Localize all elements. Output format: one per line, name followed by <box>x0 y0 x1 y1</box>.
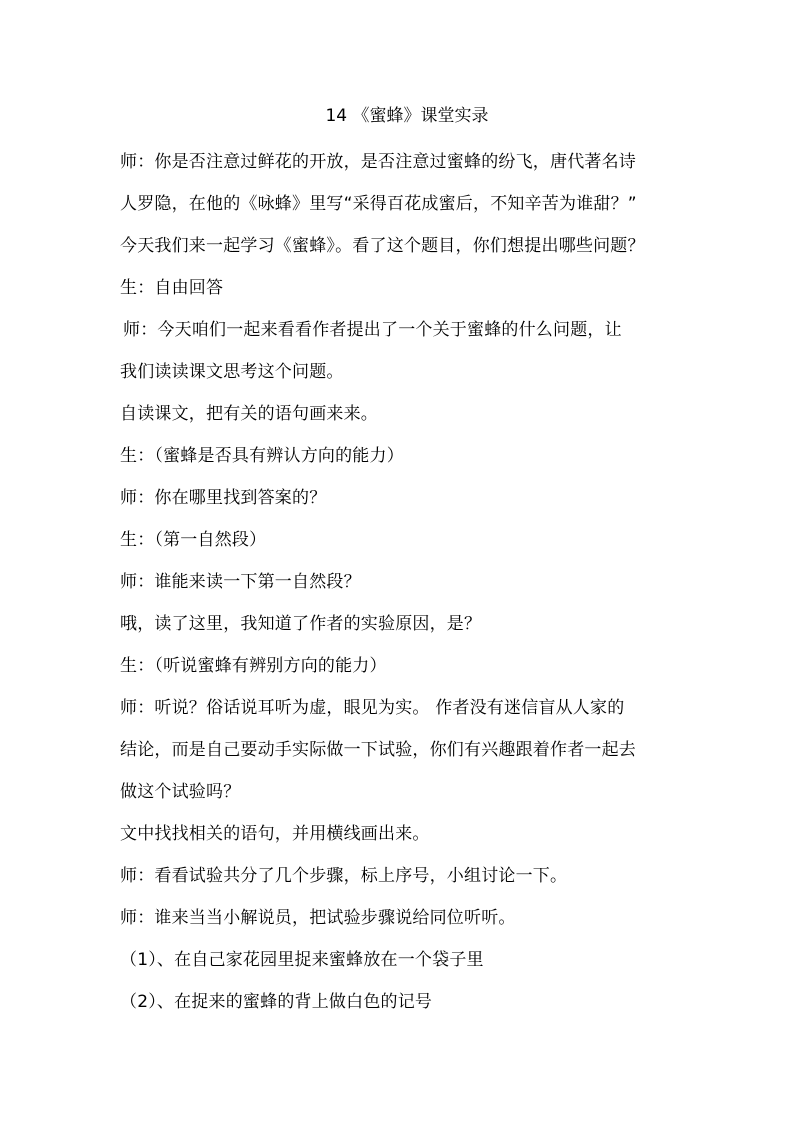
paragraph-line: 师：你是否注意过鲜花的开放，是否注意过蜜蜂的纷飞，唐代著名诗 <box>120 152 636 172</box>
document-title: 14 《蜜蜂》课堂实录 <box>325 106 489 126</box>
document-body <box>120 141 675 1023</box>
paragraph-line: 人罗隐，在他的《咏蜂》里写“采得百花成蜜后，不知辛苦为谁甜？” <box>120 194 637 214</box>
paragraph-line: 今天我们来一起学习《蜜蜂》。看了这个题目，你们想提出哪些问题？ <box>120 236 645 256</box>
paragraph-line: 生：自由回答 <box>120 278 224 298</box>
paragraph-line: 生：（听说蜜蜂有辨别方向的能力） <box>120 656 387 676</box>
paragraph-line: 师：谁能来读一下第一自然段？ <box>120 572 361 592</box>
paragraph-line: 生：（蜜蜂是否具有辨认方向的能力） <box>120 446 404 466</box>
paragraph-line: 生：（第一自然段） <box>120 530 267 550</box>
paragraph-line: 我们读读课文思考这个问题。 <box>120 362 344 382</box>
paragraph-line: 自读课文，把有关的语句画来来。 <box>120 404 378 424</box>
paragraph-line: 文中找找相关的语句，并用横线画出来。 <box>120 824 430 844</box>
paragraph-line: 做这个试验吗？ <box>120 782 241 802</box>
paragraph-line: 结论，而是自己要动手实际做一下试验，你们有兴趣跟着作者一起去 <box>120 740 636 760</box>
paragraph-line: 师：看看试验共分了几个步骤，标上序号，小组讨论一下。 <box>120 866 568 886</box>
paragraph-line: （2）、在捉来的蜜蜂的背上做白色的记号 <box>120 992 433 1012</box>
paragraph-line: 师：谁来当当小解说员，把试验步骤说给同位听听。 <box>120 908 516 928</box>
paragraph-line: 哦，读了这里，我知道了作者的实验原因，是？ <box>120 614 482 634</box>
paragraph-line: （1）、在自己家花园里捉来蜜蜂放在一个袋子里 <box>120 950 484 970</box>
paragraph-line: 师：你在哪里找到答案的？ <box>120 488 327 508</box>
paragraph-line: 师：听说？俗话说耳听为虚，眼见为实。 作者没有迷信盲从人家的 <box>120 698 625 718</box>
paragraph-line: 师：今天咱们一起来看看作者提出了一个关于蜜蜂的什么问题，让 <box>123 320 622 340</box>
